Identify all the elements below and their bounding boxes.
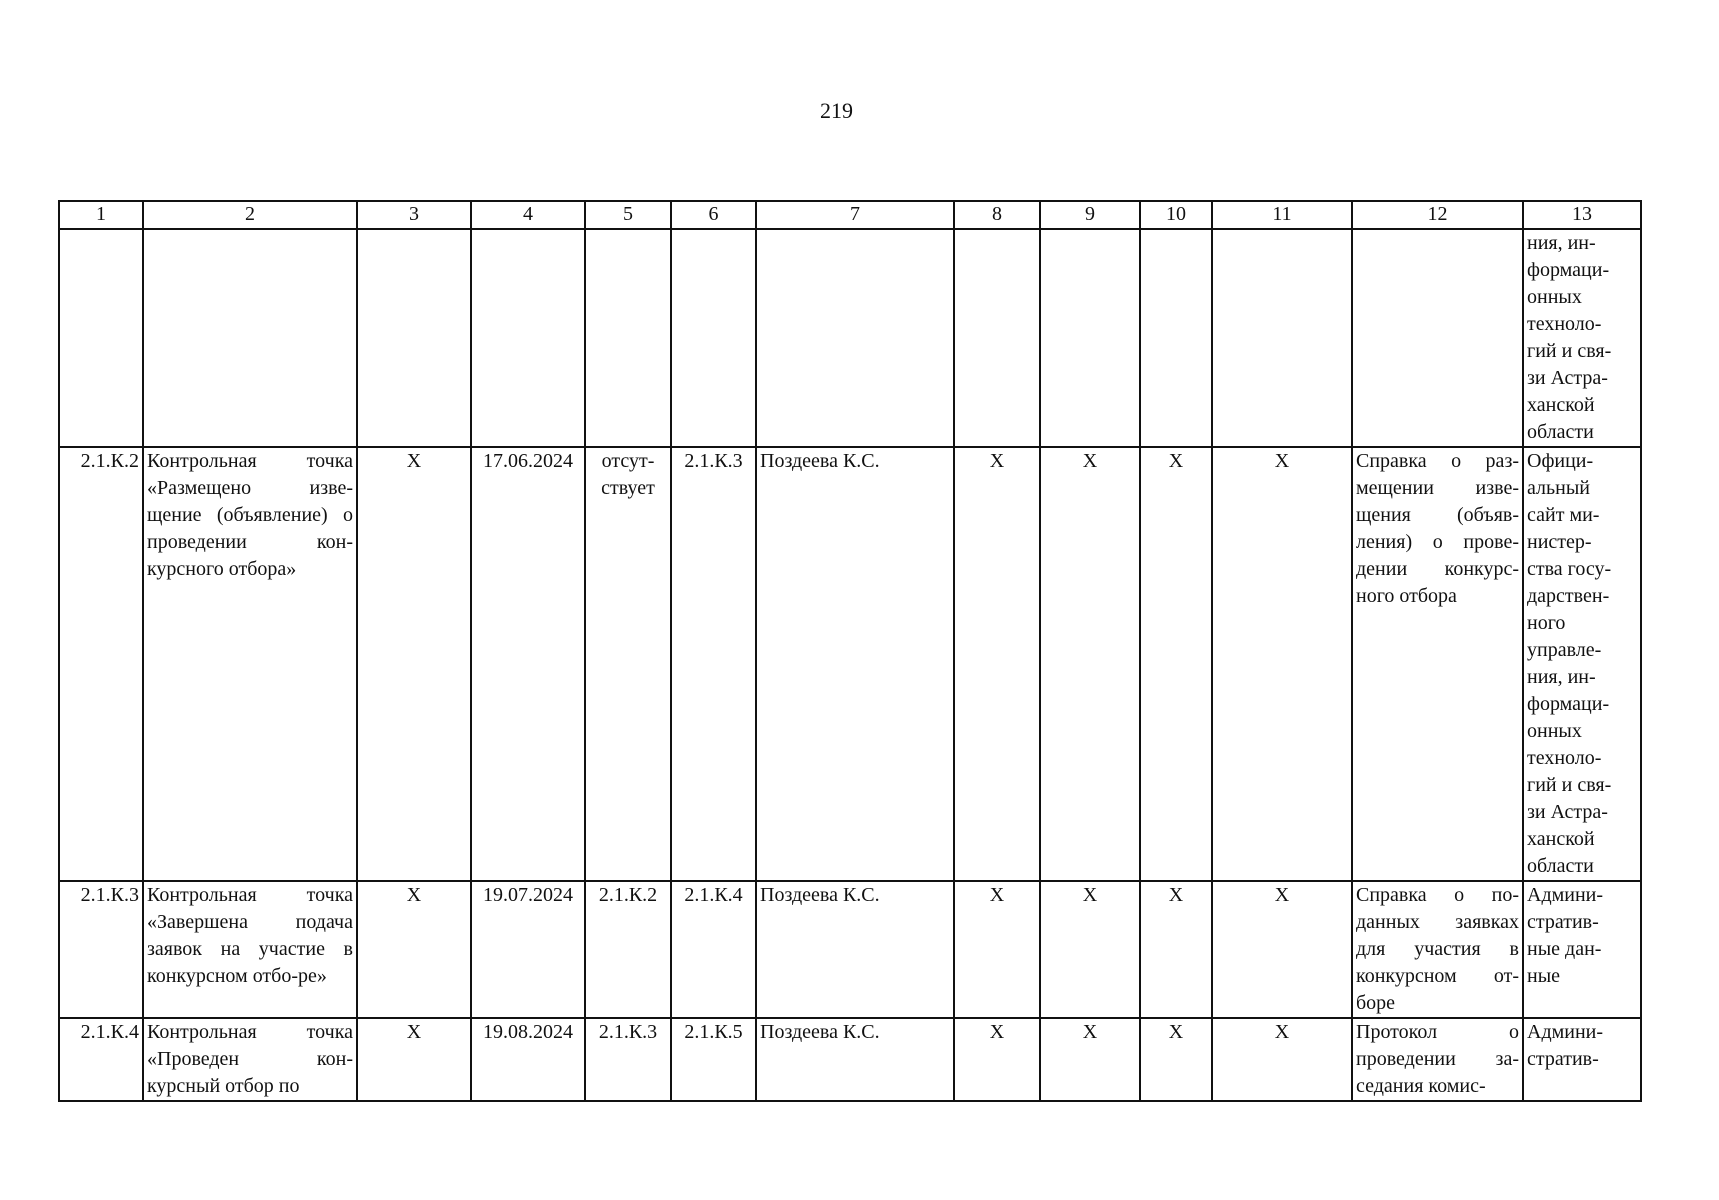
table-cell: X xyxy=(954,447,1040,881)
table-cell: X xyxy=(1212,881,1352,1018)
milestone-cell: Контрольная точка «Размещено изве-щение (объявление) о проведении кон-курсного отбора» xyxy=(143,447,357,881)
table-cell: X xyxy=(1212,447,1352,881)
row-id-cell: 2.1.К.2 xyxy=(59,447,143,881)
table-cell: X xyxy=(1040,447,1140,881)
milestone-cell: Контрольная точка «Завершена подача заявок на участие в конкурсном отбо-ре» xyxy=(143,881,357,1018)
table-cell: X xyxy=(1140,447,1212,881)
table-cell-source: Админи- стратив- xyxy=(1523,1018,1641,1101)
table-cell: X xyxy=(954,1018,1040,1101)
document-cell: Протокол о проведении за-седания комис- xyxy=(1352,1018,1523,1101)
date-cell: 17.06.2024 xyxy=(471,447,585,881)
predecessor-cell: отсут- ствует xyxy=(585,447,671,881)
table-cell-source: ния, ин- формаци- онных техноло- гий и свя- зи Астра- ханской области xyxy=(1523,229,1641,447)
header-cell: 1 xyxy=(59,201,143,229)
page-number: 219 xyxy=(820,98,853,123)
table-cell xyxy=(59,229,143,447)
table-cell: X xyxy=(1140,881,1212,1018)
header-cell: 4 xyxy=(471,201,585,229)
responsible-cell: Поздеева К.С. xyxy=(756,1018,954,1101)
header-cell: 7 xyxy=(756,201,954,229)
table-cell-source: Админи- стратив- ные дан- ные xyxy=(1523,881,1641,1018)
table-row xyxy=(59,881,1641,1018)
header-cell: 11 xyxy=(1212,201,1352,229)
table-cell-source: Офици- альный сайт ми- нистер- ства госу- дарствен- ного управле- ния, ин- формаци- онных техноло- гий и свя- зи Астра- ханской области xyxy=(1523,447,1641,881)
date-cell: 19.08.2024 xyxy=(471,1018,585,1101)
successor-cell: 2.1.К.5 xyxy=(671,1018,756,1101)
table-row xyxy=(59,1018,1641,1101)
responsible-cell: Поздеева К.С. xyxy=(756,881,954,1018)
predecessor-cell: 2.1.К.2 xyxy=(585,881,671,1018)
table-cell xyxy=(357,229,471,447)
table-cell: X xyxy=(1040,881,1140,1018)
table-cell xyxy=(1352,229,1523,447)
header-cell: 5 xyxy=(585,201,671,229)
predecessor-cell: 2.1.К.3 xyxy=(585,1018,671,1101)
table-cell xyxy=(471,229,585,447)
header-cell: 8 xyxy=(954,201,1040,229)
table-row xyxy=(59,229,1641,447)
table-cell xyxy=(1040,229,1140,447)
header-cell: 6 xyxy=(671,201,756,229)
document-cell: Справка о по-данных заявках для участия в конкурсном от-боре xyxy=(1352,881,1523,1018)
table-cell xyxy=(1212,229,1352,447)
table-cell: X xyxy=(1140,1018,1212,1101)
header-cell: 13 xyxy=(1523,201,1641,229)
table-cell xyxy=(1140,229,1212,447)
table-cell xyxy=(143,229,357,447)
header-cell: 10 xyxy=(1140,201,1212,229)
table-cell: X xyxy=(357,881,471,1018)
milestone-cell: Контрольная точка «Проведен кон-курсный отбор по xyxy=(143,1018,357,1101)
schedule-table xyxy=(58,200,1642,1102)
table-cell xyxy=(954,229,1040,447)
table-row xyxy=(59,447,1641,881)
row-id-cell: 2.1.К.4 xyxy=(59,1018,143,1101)
header-cell: 12 xyxy=(1352,201,1523,229)
row-id-cell: 2.1.К.3 xyxy=(59,881,143,1018)
document-cell: Справка о раз-мещении изве-щения (объяв-ления) о прове-дении конкурс-ного отбора xyxy=(1352,447,1523,881)
table-cell xyxy=(756,229,954,447)
table-cell: X xyxy=(1040,1018,1140,1101)
table-cell xyxy=(671,229,756,447)
table-cell: X xyxy=(357,447,471,881)
successor-cell: 2.1.К.4 xyxy=(671,881,756,1018)
successor-cell: 2.1.К.3 xyxy=(671,447,756,881)
table-cell: X xyxy=(1212,1018,1352,1101)
header-row xyxy=(59,201,1641,229)
header-cell: 2 xyxy=(143,201,357,229)
table-cell: X xyxy=(954,881,1040,1018)
header-cell: 3 xyxy=(357,201,471,229)
date-cell: 19.07.2024 xyxy=(471,881,585,1018)
table-cell: X xyxy=(357,1018,471,1101)
responsible-cell: Поздеева К.С. xyxy=(756,447,954,881)
header-cell: 9 xyxy=(1040,201,1140,229)
table-cell xyxy=(585,229,671,447)
